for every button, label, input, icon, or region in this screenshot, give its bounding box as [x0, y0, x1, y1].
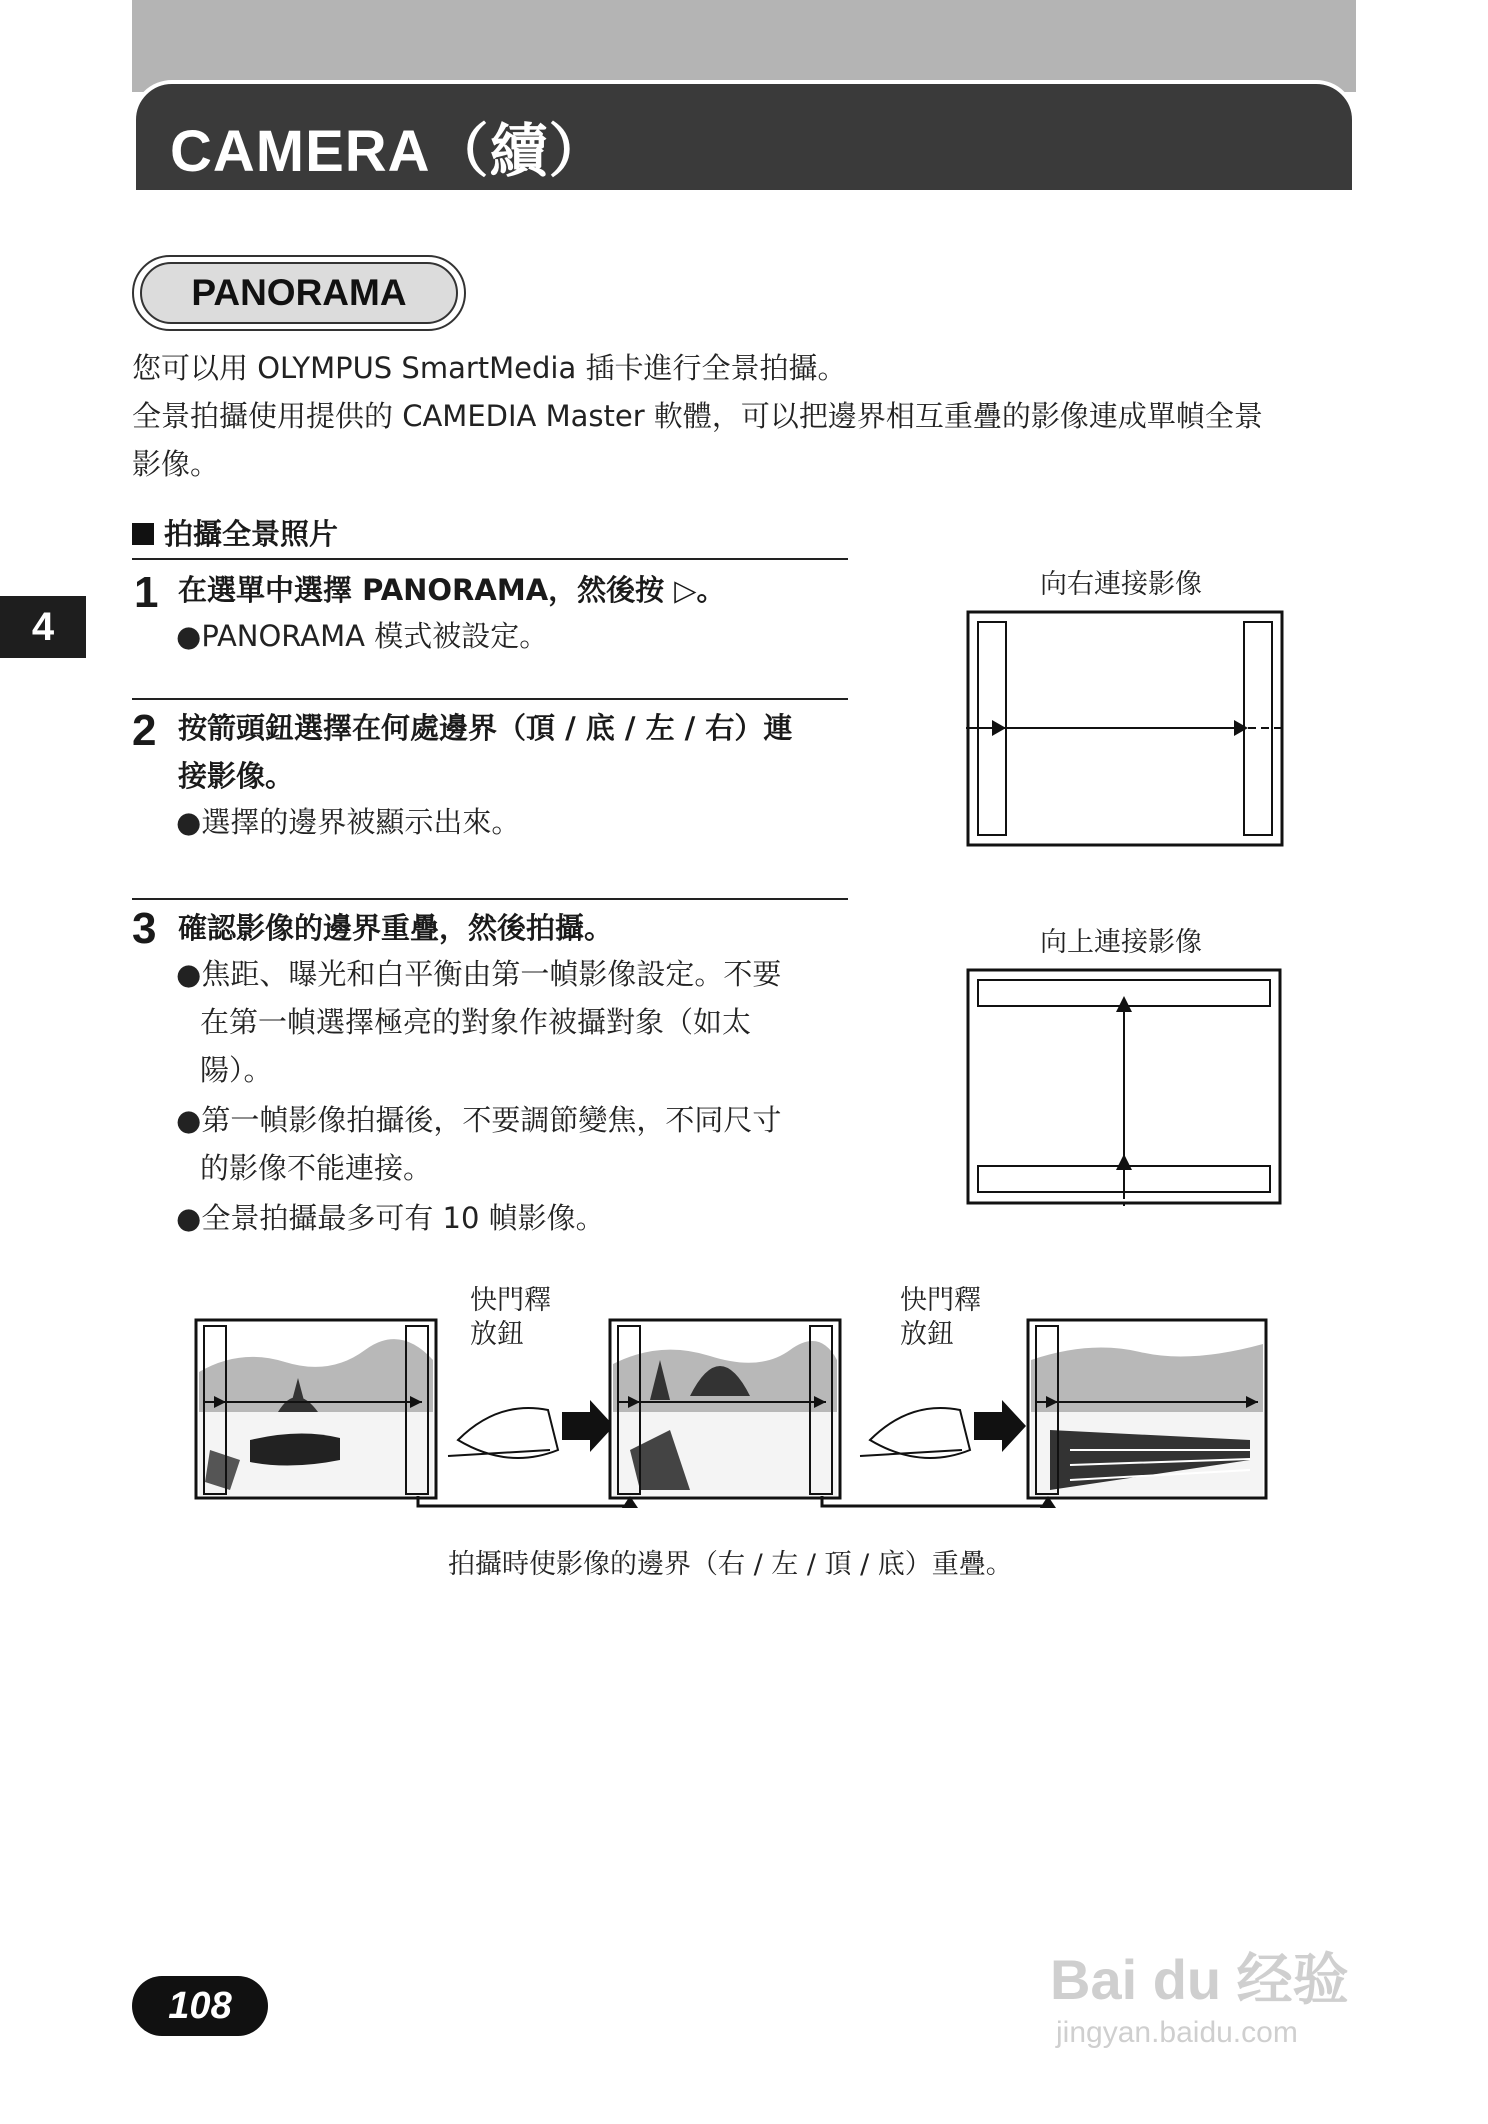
arrow-right-icon: [974, 1400, 1026, 1452]
step-2-text-line-1: 按箭頭鈕選擇在何處邊界（頂 / 底 / 左 / 右）連: [178, 711, 793, 745]
panorama-sequence: [190, 1300, 1290, 1510]
step-1-text: 在選單中選擇 PANORAMA，然後按 ▷。: [178, 573, 726, 607]
step-3-bullet-1-cont: 陽）。: [200, 1053, 273, 1087]
intro-line-1: 您可以用 OLYMPUS SmartMedia 插卡進行全景拍攝。: [132, 351, 847, 385]
arrow-right-icon: [562, 1400, 614, 1452]
intro-line-2: 全景拍攝使用提供的 CAMEDIA Master 軟體，可以把邊界相互重疊的影像連成單幀全景: [132, 399, 1263, 433]
subheading: [132, 512, 338, 553]
landscape-photo-1: [196, 1320, 436, 1498]
step-3-bullet-1: ●焦距、曝光和白平衡由第一幀影像設定。不要: [176, 957, 782, 991]
up-diagram-caption: 向上連接影像: [1040, 927, 1202, 958]
watermark-logo: Bai du 经验: [1050, 1948, 1349, 2011]
landscape-photo-3: [1028, 1320, 1266, 1498]
step-3-bullet-2: ●第一幀影像拍攝後，不要調節變焦，不同尺寸: [176, 1103, 782, 1137]
step-1-bullet: ●PANORAMA 模式被設定。: [176, 619, 549, 653]
step-3-bullet-3: ●全景拍攝最多可有 10 幀影像。: [176, 1201, 605, 1235]
step-divider: [132, 698, 848, 700]
step-3-bullet-2-cont: 的影像不能連接。: [200, 1151, 433, 1185]
watermark-url: jingyan.baidu.com: [1056, 2016, 1298, 2049]
up-connect-diagram: [966, 968, 1284, 1208]
sequence-caption: 拍攝時使影像的邊界（右 / 左 / 頂 / 底）重疊。: [448, 1549, 1013, 1580]
section-label: PANORAMA: [140, 262, 458, 324]
step-divider: [132, 558, 848, 560]
shutter-label-2: 快門釋 放鈕: [900, 1285, 981, 1350]
step-3-text: 確認影像的邊界重疊，然後拍攝。: [178, 911, 614, 945]
step-2-text-line-2: 接影像。: [178, 759, 295, 793]
landscape-photo-2: [610, 1320, 840, 1498]
step-number: 2: [132, 706, 157, 755]
intro-line-3: 影像。: [132, 447, 220, 481]
chapter-number: 4: [31, 605, 55, 649]
page-number: 108: [168, 1985, 232, 2027]
shutter-press-hand-icon: [448, 1400, 614, 1458]
step-3-bullet-1-cont: 在第一幀選擇極亮的對象作被攝對象（如太: [200, 1005, 752, 1039]
step-number: 1: [134, 568, 159, 617]
step-divider: [132, 898, 848, 900]
shutter-press-hand-icon: [860, 1400, 1026, 1458]
subheading-text: 拍攝全景照片: [164, 517, 339, 551]
shutter-label-1: 快門釋 放鈕: [470, 1285, 551, 1350]
right-connect-diagram: [966, 610, 1286, 850]
step-number: 3: [132, 904, 157, 953]
header-background: [132, 0, 1356, 92]
page-title: CAMERA（續）: [170, 119, 608, 184]
step-2-bullet: ●選擇的邊界被顯示出來。: [176, 805, 521, 839]
right-diagram-caption: 向右連接影像: [1040, 569, 1202, 600]
square-bullet-icon: [132, 523, 154, 545]
